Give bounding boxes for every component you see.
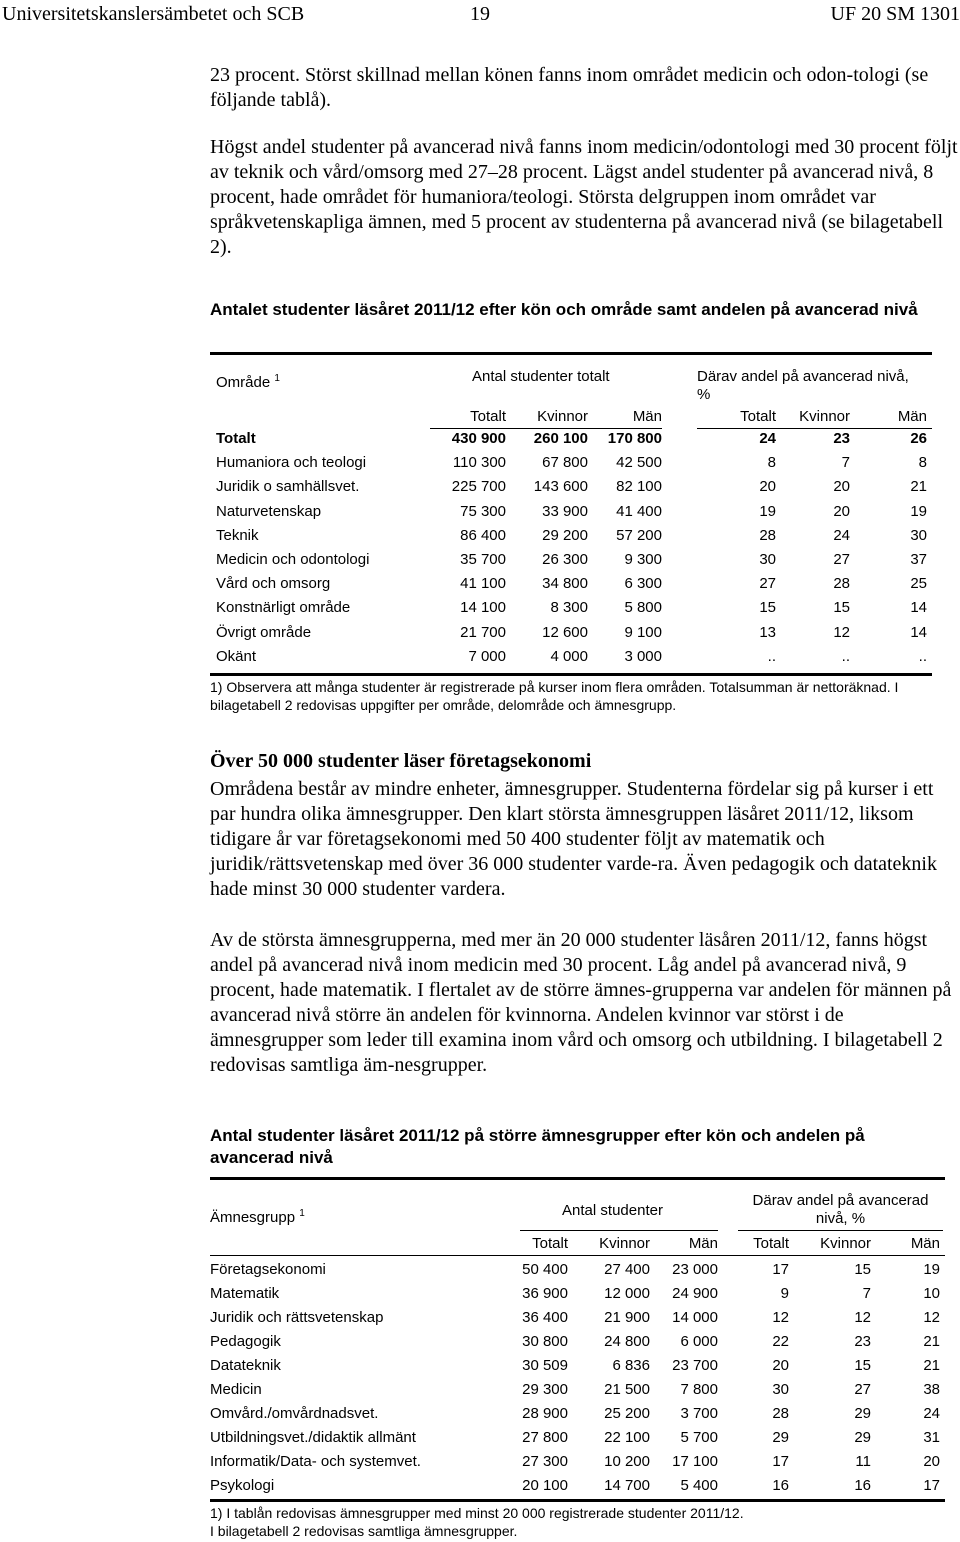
cell-value: 35 700 [460, 551, 506, 568]
table2-footnote-1: 1) I tablån redovisas ämnesgrupper med minst 20 000 registrerade studenter 2011/12. [210, 1505, 744, 1521]
paragraph-3: Områdena består av mindre enheter, ämnesgrupper. Studenterna fördelar sig på kurser i ett par hundra olika ämnesgrupper. Den klart största ämnesgruppen läsåret 2011/12, liksom tidigare år var företagsekonomi med 50 400 studenter följt av matematik och juridik/rättsvetenskap med över 36 000 studenter varde-ra. Även pedagogik och datateknik hade minst 30 000 studenter vardera. [210, 778, 937, 900]
cell-value: 24 900 [672, 1285, 718, 1302]
row-label: Konstnärligt område [216, 599, 351, 617]
cell-value: 24 [833, 526, 850, 544]
table-row [216, 647, 932, 667]
cell-value: 23 [854, 1333, 871, 1350]
table1-top-rule [210, 352, 932, 355]
cell-value: 4 000 [550, 647, 588, 665]
cell-value: 9 300 [624, 551, 662, 568]
row-label: Naturvetenskap [216, 502, 322, 520]
page-header [0, 0, 960, 30]
row-label: Vård och omsorg [216, 575, 331, 593]
table2-sub-share-total: Totalt [753, 1235, 789, 1252]
table1-sub-share-women: Kvinnor [799, 408, 850, 425]
cell-value: 27 300 [522, 1453, 568, 1470]
cell-value: 36 900 [522, 1285, 568, 1302]
cell-value: 12 [923, 1309, 940, 1326]
cell-value: 36 400 [522, 1309, 568, 1326]
cell-value: 19 [910, 502, 927, 520]
table2-top-rule [210, 1177, 945, 1180]
cell-value: 41 400 [616, 502, 662, 520]
cell-value: 29 [772, 1429, 789, 1446]
table-row [210, 1476, 945, 1496]
cell-value: 50 400 [522, 1261, 568, 1278]
cell-value: 5 800 [624, 599, 662, 617]
paragraph-2: Högst andel studenter på avancerad nivå fanns inom medicin/odontologi med 30 procent följt av teknik och vård/omsorg med 27–28 procent. Lägst andel studenter på avancerad nivå, 8 procent, hade området för humaniora/teologi. Största delgruppen inom området var språkvetenskapliga ämnen, med 5 procent av studenterna på avancerad nivå (se bilagetabell 2). [210, 136, 958, 258]
row-label: Juridik o samhällsvet. [216, 478, 360, 496]
table-row [210, 1332, 945, 1352]
cell-value: 30 [759, 551, 776, 568]
row-label: Medicin [210, 1381, 262, 1398]
table2-bottom-rule [210, 1499, 945, 1502]
cell-value: 26 [910, 430, 927, 447]
cell-value: 30 [772, 1381, 789, 1398]
cell-value: 19 [923, 1261, 940, 1278]
cell-value: 430 900 [451, 430, 506, 447]
cell-value: 6 000 [680, 1333, 718, 1350]
cell-value: 27 [854, 1381, 871, 1398]
table2-col-group1: Antal studenter [562, 1202, 663, 1219]
table1-sub-share-total: Totalt [740, 408, 776, 425]
cell-value: 28 [833, 575, 850, 593]
cell-value: 14 700 [604, 1477, 650, 1494]
cell-value: 28 900 [522, 1405, 568, 1422]
table1-body [216, 429, 932, 669]
row-label: Matematik [210, 1285, 280, 1302]
row-label: Omvård./omvårdnadsvet. [210, 1405, 379, 1422]
table-row [216, 453, 932, 473]
table1-col-group2: Därav andel på avancerad nivå, % [697, 368, 909, 403]
table1-sub-men: Män [632, 408, 662, 425]
cell-value: 8 300 [550, 599, 588, 617]
cell-value: 14 [910, 623, 927, 641]
row-label: Informatik/Data- och systemvet. [210, 1453, 421, 1470]
paragraph-1: 23 procent. Störst skillnad mellan könen fanns inom området medicin och odon-tologi (se följande tablå). [210, 64, 929, 111]
cell-value: 86 400 [460, 526, 506, 544]
table1-sub-women: Kvinnor [537, 408, 588, 425]
table-row [210, 1356, 945, 1376]
cell-value: 67 800 [542, 454, 588, 472]
table-row [216, 502, 932, 522]
cell-value: 33 900 [542, 502, 588, 520]
cell-value: 24 800 [604, 1333, 650, 1350]
table-row [210, 1284, 945, 1304]
cell-value: 17 [772, 1453, 789, 1470]
cell-value: 5 400 [680, 1477, 718, 1494]
table1-bottom-rule [210, 673, 932, 676]
row-label: Totalt [216, 430, 256, 447]
cell-value: 15 [854, 1357, 871, 1374]
cell-value: 170 800 [607, 430, 662, 447]
row-label: Datateknik [210, 1357, 281, 1374]
row-label: Humaniora och teologi [216, 454, 367, 472]
cell-value: 16 [772, 1477, 789, 1494]
table-row [210, 1428, 945, 1448]
cell-value: 38 [923, 1381, 940, 1398]
cell-value: .. [767, 647, 776, 665]
table2-sub-share-men: Män [910, 1235, 940, 1252]
cell-value: 12 [772, 1309, 789, 1326]
table1-col-group1: Antal studenter totalt [472, 368, 610, 385]
section-heading: Över 50 000 studenter läser företagsekonomi [210, 750, 592, 772]
table2-col-group2: Därav andel på avancerad nivå, % [752, 1192, 929, 1227]
cell-value: 17 [923, 1477, 940, 1494]
table1-sub-total: Totalt [470, 408, 506, 425]
cell-value: 12 600 [542, 623, 588, 641]
row-label: Företagsekonomi [210, 1261, 326, 1278]
table2-sub-total: Totalt [532, 1235, 568, 1252]
cell-value: 5 700 [680, 1429, 718, 1446]
cell-value: 6 300 [624, 575, 662, 593]
header-publisher: Universitetskanslersämbetet och SCB [2, 3, 305, 25]
table-row [216, 598, 932, 618]
table2-body [210, 1260, 945, 1500]
table-row [210, 1380, 945, 1400]
cell-value: 20 100 [522, 1477, 568, 1494]
table-row [216, 526, 932, 546]
cell-value: 20 [833, 478, 850, 496]
table1-footnote: 1) Observera att många studenter är registrerade på kurser inom flera områden. Totalsumman är nettoräknad. I bilagetabell 2 redovisas uppgifter per område, delområde och ämnesgrupp. [210, 679, 899, 713]
cell-value: 225 700 [451, 478, 506, 496]
cell-value: 14 000 [672, 1309, 718, 1326]
cell-value: 27 [833, 551, 850, 568]
cell-value: 7 000 [468, 647, 506, 665]
cell-value: 31 [923, 1429, 940, 1446]
table2-footnote-2: I bilagetabell 2 redovisas samtliga ämnesgrupper. [210, 1523, 518, 1539]
cell-value: 22 100 [604, 1429, 650, 1446]
cell-value: 8 [918, 454, 927, 472]
cell-value: 42 500 [616, 454, 662, 472]
cell-value: 57 200 [616, 526, 662, 544]
cell-value: 12 000 [604, 1285, 650, 1302]
table2-col-area: Ämnesgrupp $^1$ [210, 1208, 305, 1226]
cell-value: 21 500 [604, 1381, 650, 1398]
cell-value: 23 [833, 430, 850, 447]
cell-value: 21 [910, 478, 927, 496]
cell-value: 25 [910, 575, 927, 593]
row-label: Juridik och rättsvetenskap [210, 1309, 384, 1326]
cell-value: 21 [923, 1357, 940, 1374]
cell-value: 7 [862, 1285, 871, 1302]
cell-value: 260 100 [533, 430, 588, 447]
table1-caption: Antalet studenter läsåret 2011/12 efter kön och område samt andelen på avancerad nivå [210, 300, 918, 319]
cell-value: 30 [910, 526, 927, 544]
table2-sub-men: Män [688, 1235, 718, 1252]
cell-value: 75 300 [460, 502, 506, 520]
cell-value: 14 [910, 599, 927, 617]
cell-value: 19 [759, 502, 776, 520]
cell-value: .. [841, 647, 850, 665]
cell-value: 29 200 [542, 526, 588, 544]
cell-value: 30 800 [522, 1333, 568, 1350]
cell-value: 27 400 [604, 1261, 650, 1278]
cell-value: 12 [854, 1309, 871, 1326]
cell-value: 27 800 [522, 1429, 568, 1446]
cell-value: 3 000 [624, 647, 662, 665]
header-series: UF 20 SM 1301 [830, 3, 960, 25]
cell-value: 10 200 [604, 1453, 650, 1470]
row-label: Övrigt område [216, 623, 312, 641]
cell-value: 21 [923, 1333, 940, 1350]
paragraph-4: Av de största ämnesgrupperna, med mer än 20 000 studenter läsåren 2011/12, fanns högst andel på avancerad nivå inom medicin med 30 procent. Låg andel på avancerad nivå, 9 procent, hade matematik. I flertalet av de större ämnes-grupperna var andelen för männen på avancerad nivå större än andelen för kvinnorna. Andelen kvinnor var störst i de ämnesgrupper som leder till examina inom vård och omsorg och utbildning. I bilagetabell 2 redovisas samtliga äm-nesgrupper. [210, 929, 952, 1076]
cell-value: 20 [923, 1453, 940, 1470]
table2-sub-share-women: Kvinnor [820, 1235, 871, 1252]
table1-col-area: Område $^1$ [216, 373, 280, 391]
cell-value: 20 [772, 1357, 789, 1374]
cell-value: 143 600 [533, 478, 588, 496]
table-row [216, 623, 932, 643]
cell-value: 7 800 [680, 1381, 718, 1398]
cell-value: 3 700 [680, 1405, 718, 1422]
table2-group2-rule [738, 1230, 943, 1231]
table2-header-rule [210, 1255, 945, 1256]
row-label: Pedagogik [210, 1333, 281, 1350]
cell-value: 16 [854, 1477, 871, 1494]
cell-value: 7 [841, 454, 850, 472]
table-row [210, 1308, 945, 1328]
cell-value: 15 [833, 599, 850, 617]
cell-value: 6 836 [612, 1357, 650, 1374]
cell-value: 17 [772, 1261, 789, 1278]
cell-value: 8 [767, 454, 776, 472]
cell-value: 15 [854, 1261, 871, 1278]
cell-value: 25 200 [604, 1405, 650, 1422]
cell-value: 26 300 [542, 551, 588, 568]
cell-value: 29 [854, 1429, 871, 1446]
cell-value: 11 [855, 1453, 871, 1470]
table-row [216, 574, 932, 594]
cell-value: 20 [759, 478, 776, 496]
cell-value: 21 900 [604, 1309, 650, 1326]
cell-value: 28 [759, 526, 776, 544]
row-label: Medicin och odontologi [216, 551, 370, 568]
table2-sub-women: Kvinnor [599, 1235, 650, 1252]
page-number: 19 [470, 3, 490, 25]
table-row [210, 1404, 945, 1424]
cell-value: 30 509 [522, 1357, 568, 1374]
cell-value: 41 100 [460, 575, 506, 593]
row-label: Psykologi [210, 1477, 275, 1494]
cell-value: 17 100 [672, 1453, 718, 1470]
cell-value: 37 [910, 551, 927, 568]
cell-value: 27 [759, 575, 776, 593]
cell-value: 82 100 [616, 478, 662, 496]
table-row [216, 429, 932, 449]
cell-value: 9 100 [624, 623, 662, 641]
cell-value: 28 [772, 1405, 789, 1422]
cell-value: 22 [772, 1333, 789, 1350]
row-label: Teknik [216, 526, 259, 544]
cell-value: 10 [923, 1285, 940, 1302]
cell-value: 9 [780, 1285, 789, 1302]
table1-sub-share-men: Män [897, 408, 927, 425]
cell-value: 20 [833, 502, 850, 520]
cell-value: 12 [833, 623, 850, 641]
cell-value: 34 800 [542, 575, 588, 593]
cell-value: 24 [923, 1405, 940, 1422]
cell-value: 15 [759, 599, 776, 617]
table2-caption: Antal studenter läsåret 2011/12 på större ämnesgrupper efter kön och andelen på avancerad nivå [210, 1126, 865, 1167]
cell-value: .. [918, 647, 927, 665]
table-row [216, 477, 932, 497]
table-row [210, 1452, 945, 1472]
cell-value: 29 300 [522, 1381, 568, 1398]
cell-value: 13 [759, 623, 776, 641]
row-label: Utbildningsvet./didaktik allmänt [210, 1429, 416, 1446]
cell-value: 14 100 [460, 599, 506, 617]
cell-value: 29 [854, 1405, 871, 1422]
cell-value: 21 700 [460, 623, 506, 641]
cell-value: 23 000 [672, 1261, 718, 1278]
table-row [210, 1260, 945, 1280]
cell-value: 23 700 [672, 1357, 718, 1374]
table2-group1-rule [520, 1230, 718, 1231]
table-row [216, 550, 932, 570]
cell-value: 110 300 [452, 454, 506, 472]
row-label: Okänt [216, 647, 257, 665]
cell-value: 24 [759, 430, 776, 447]
